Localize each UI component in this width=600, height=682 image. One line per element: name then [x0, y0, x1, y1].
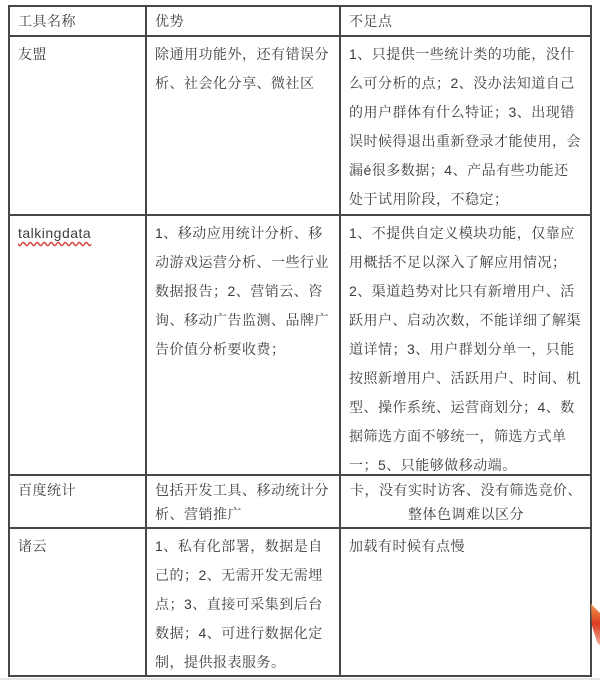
red-corner-mark-icon	[590, 602, 600, 648]
table-row-talkingdata	[10, 216, 590, 476]
cell-tool-name: 百度统计	[10, 476, 147, 527]
table-row-zhuyun	[10, 529, 590, 675]
comparison-table	[8, 5, 592, 677]
col-header-advantages: 优势	[147, 7, 341, 35]
cell-advantages: 包括开发工具、移动统计分析、营销推广	[147, 476, 341, 527]
tool-name-spellcheck-underline: talkingdata	[18, 225, 92, 241]
table-row-youmeng	[10, 37, 590, 216]
cell-advantages: 除通用功能外，还有错误分析、社会化分享、微社区	[147, 37, 341, 214]
cell-disadvantages: 1、只提供一些统计类的功能，没什么可分析的点；2、没办法知道自己的用户群体有什么特证；3、出现错误时候得退出重新登录才能使用，会漏é很多数据；4、产品有些功能还处于试用阶段，不稳定；	[349, 46, 581, 207]
cell-disadvantages: 加载有时候有点慢	[349, 538, 465, 554]
cell-tool-name	[10, 216, 147, 474]
table-header-row	[10, 7, 590, 37]
cell-advantages: 1、移动应用统计分析、移动游戏运营分析、一些行业数据报告；2、营销云、咨询、移动广告监测、品牌广告价值分析要收费；	[147, 216, 341, 474]
col-header-disadvantages: 不足点	[349, 13, 393, 29]
cell-advantages: 1、私有化部署，数据是自己的；2、无需开发无需埋点；3、直接可采集到后台数据；4、可进行数据化定制，提供报表服务。	[147, 529, 341, 675]
cell-tool-name: 诸云	[10, 529, 147, 675]
table-row-baidutongji	[10, 476, 590, 529]
cell-tool-name: 友盟	[10, 37, 147, 214]
col-header-tool-name: 工具名称	[10, 7, 147, 35]
page-bottom-divider	[0, 678, 600, 680]
cell-disadvantages: 卡，没有实时访客、没有筛选竞价、整体色调难以区分	[350, 482, 582, 522]
cell-disadvantages: 1、不提供自定义模块功能，仅靠应用概括不足以深入了解应用情况；2、渠道趋势对比只有新增用户、活跃用户、启动次数，不能详细了解渠道详情；3、用户群划分单一，只能按照新增用户、活跃用户、时间、机型、操作系统、运营商划分；4、数据筛选方面不够统一，筛选方式单一；5、只能够做移动端。	[349, 225, 581, 473]
